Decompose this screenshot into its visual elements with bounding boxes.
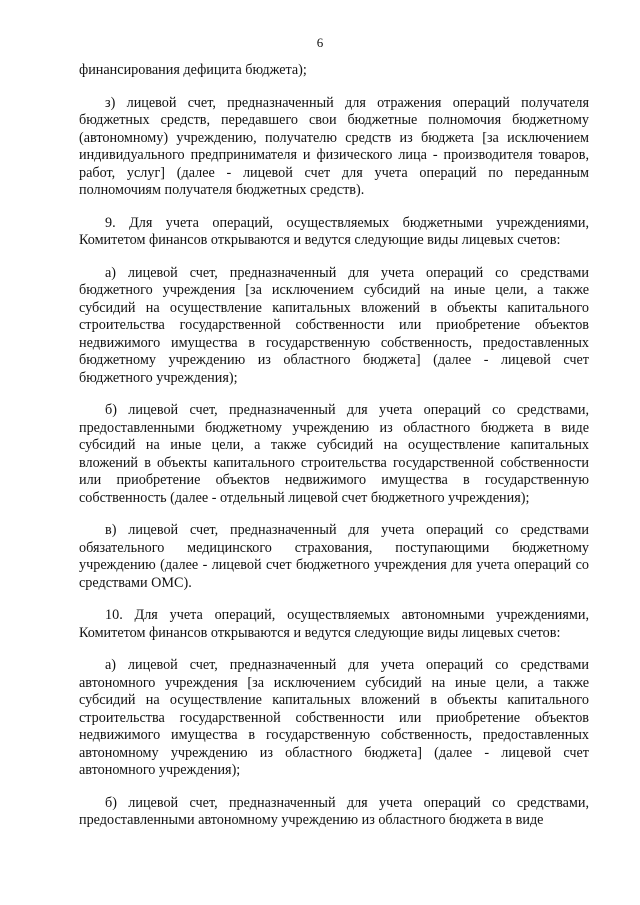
paragraph-clause-9: 9. Для учета операций, осуществляемых бюджетными учреждениями, Комитетом финансов открываются и ведутся следующие виды лицевых счетов: [79, 214, 589, 248]
paragraph-clause-9-item-v: в) лицевой счет, предназначенный для учета операций со средствами обязательного медицинского страхования, поступающими бюджетному учреждению (далее - лицевой счет бюджетного учреждения для учета операций со средствами ОМС). [79, 522, 589, 591]
paragraph-clause-9-item-b: б) лицевой счет, предназначенный для учета операций со средствами, предоставленными бюджетному учреждению из областного бюджета в виде субсидий на иные цели, а также субсидий на осуществление капитальных вложений в объекты капитального строительства государственной собственности или приобретение объектов недвижимого имущества в государственную собственность (далее - отдельный лицевой счет бюджетного учреждения); [79, 402, 589, 506]
paragraph-item-z: з) лицевой счет, предназначенный для отражения операций получателя бюджетных средств, передавшего свои бюджетные полномочия бюджетному (автономному) учреждению, получателю средств из бюджета [за исключением индивидуального предпринимателя и физического лица - производителя товаров, работ, услуг] (далее - лицевой счет для учета операций по переданным полномочиям получателя бюджетных средств). [79, 94, 589, 198]
document-body [79, 62, 589, 845]
paragraph-clause-10: 10. Для учета операций, осуществляемых автономными учреждениями, Комитетом финансов открываются и ведутся следующие виды лицевых счетов: [79, 607, 589, 641]
page-number: 6 [316, 35, 324, 50]
paragraph-clause-9-item-a: а) лицевой счет, предназначенный для учета операций со средствами бюджетного учреждения [за исключением субсидий на иные цели, а также субсидий на осуществление капитальных вложений в объекты капитального строительства государственной собственности или приобретение объектов недвижимого имущества в государственную собственность, предоставленных бюджетному учреждению из областного бюджета] (далее - лицевой счет бюджетного учреждения); [79, 264, 589, 386]
paragraph-continuation: финансирования дефицита бюджета); [79, 62, 307, 78]
paragraph-clause-10-item-b: б) лицевой счет, предназначенный для учета операций со средствами, предоставленными автономному учреждению из областного бюджета в виде [79, 794, 589, 828]
paragraph-clause-10-item-a: а) лицевой счет, предназначенный для учета операций со средствами автономного учреждения [за исключением субсидий на иные цели, а также субсидий на осуществление капитальных вложений в объекты капитального строительства государственной собственности или приобретение объектов недвижимого имущества в государственную собственность, предоставленных автономному учреждению из областного бюджета] (далее - лицевой счет автономного учреждения); [79, 657, 589, 778]
